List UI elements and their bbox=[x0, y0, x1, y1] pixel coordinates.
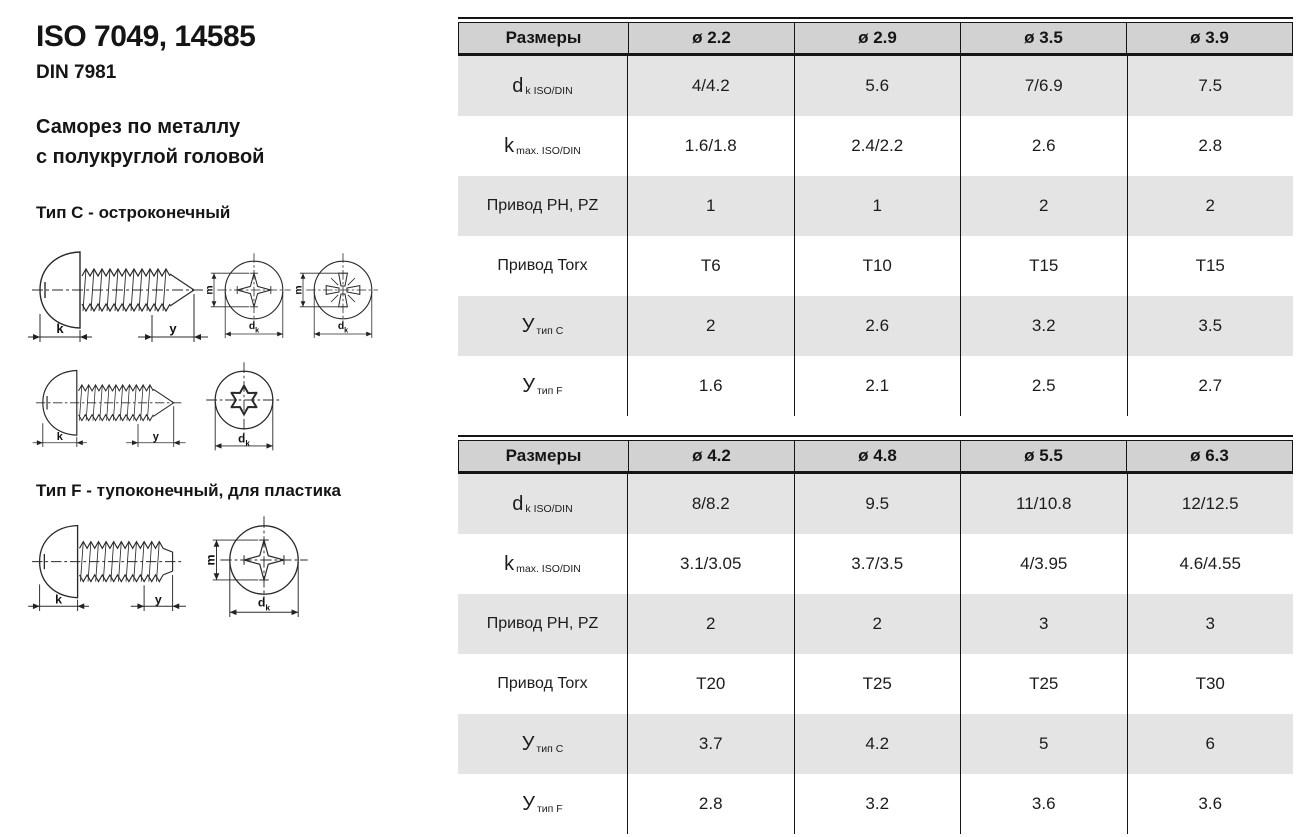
spec-value: 1.6/1.8 bbox=[627, 116, 794, 176]
row-label bbox=[458, 176, 627, 236]
dk-main: d bbox=[257, 595, 266, 610]
spec-value: 2.6 bbox=[794, 296, 961, 356]
row-label-main: У bbox=[522, 374, 535, 397]
row-label-main: Привод PH, PZ bbox=[486, 615, 599, 632]
spec-tables-pane bbox=[458, 17, 1293, 834]
row-label bbox=[458, 236, 627, 296]
row-label bbox=[458, 654, 627, 714]
row-label-subscript: тип F bbox=[537, 803, 563, 815]
screw-side-view bbox=[33, 371, 186, 448]
phillips-head-view bbox=[204, 253, 290, 338]
row-label-main: У bbox=[521, 314, 535, 337]
spec-value: 1 bbox=[627, 176, 794, 236]
spec-value: 2.5 bbox=[960, 356, 1127, 416]
table-row bbox=[458, 236, 1293, 296]
dk-sub: k bbox=[265, 602, 271, 613]
row-label-main: d bbox=[512, 74, 524, 97]
type-f-label: Тип F - тупоконечный, для пластика bbox=[36, 481, 341, 500]
spec-value: 2 bbox=[1127, 176, 1294, 236]
dk-sub: k bbox=[245, 438, 250, 448]
spec-value: 4.2 bbox=[794, 714, 961, 774]
spec-value: T25 bbox=[794, 654, 961, 714]
row-label-main: k bbox=[504, 134, 515, 157]
table-header-label: Размеры bbox=[505, 446, 582, 465]
row-label bbox=[458, 594, 627, 654]
type-f-ph-drawing bbox=[26, 512, 356, 626]
screw-side-view bbox=[28, 252, 208, 342]
table-row bbox=[458, 116, 1293, 176]
row-label bbox=[458, 296, 627, 356]
dk-main: d bbox=[337, 321, 345, 333]
spec-value: 2.8 bbox=[627, 774, 794, 834]
row-label-subscript: k ISO/DIN bbox=[525, 503, 573, 515]
spec-value: T6 bbox=[627, 236, 794, 296]
table-row bbox=[458, 714, 1293, 774]
table-header-diameter: ø 6.3 bbox=[1126, 441, 1292, 471]
spec-value: 2 bbox=[627, 594, 794, 654]
table-row bbox=[458, 774, 1293, 834]
spec-value: 3.6 bbox=[960, 774, 1127, 834]
table-row bbox=[458, 474, 1293, 534]
torx-head-view bbox=[206, 362, 282, 450]
spec-value: T15 bbox=[1127, 236, 1294, 296]
spec-value: 11/10.8 bbox=[960, 474, 1127, 534]
row-label-main: Привод Torx bbox=[497, 257, 588, 274]
left-pane bbox=[0, 0, 456, 837]
type-c-ph-pz-drawing bbox=[26, 233, 378, 357]
row-label-subscript: max. ISO/DIN bbox=[516, 145, 581, 157]
spec-value: 4/3.95 bbox=[960, 534, 1127, 594]
type-c-torx-drawing bbox=[26, 358, 326, 454]
spec-value: 3 bbox=[1127, 594, 1294, 654]
row-label-main: d bbox=[512, 492, 524, 515]
page-subtitle: DIN 7981 bbox=[36, 62, 117, 83]
table-top-rule bbox=[458, 435, 1293, 437]
row-label bbox=[458, 714, 627, 774]
spec-value: 3.5 bbox=[1127, 296, 1294, 356]
row-label bbox=[458, 356, 627, 416]
row-label bbox=[458, 56, 627, 116]
dim-label-m: m bbox=[203, 554, 218, 566]
row-label-subscript: тип C bbox=[536, 325, 564, 337]
table-row bbox=[458, 296, 1293, 356]
table-header-diameter: ø 3.5 bbox=[960, 23, 1126, 53]
spec-value: 1 bbox=[794, 176, 961, 236]
spec-value: T15 bbox=[960, 236, 1127, 296]
spec-value: 5.6 bbox=[794, 56, 961, 116]
table-header-diameter: ø 2.9 bbox=[794, 23, 960, 53]
description-line-1: Саморез по металлу bbox=[36, 116, 241, 138]
dim-label-y: y bbox=[169, 321, 177, 336]
table-header-row bbox=[458, 440, 1293, 474]
spec-value: 7.5 bbox=[1127, 56, 1294, 116]
row-label-main: k bbox=[504, 552, 515, 575]
spec-value: 2 bbox=[627, 296, 794, 356]
spec-value: 2.1 bbox=[794, 356, 961, 416]
table-header-diameter: ø 2.2 bbox=[628, 23, 794, 53]
spec-value: 9.5 bbox=[794, 474, 961, 534]
spec-value: T20 bbox=[627, 654, 794, 714]
dim-label-y: y bbox=[154, 592, 162, 607]
dim-label-m: m bbox=[204, 285, 216, 295]
spec-value: 3.2 bbox=[794, 774, 961, 834]
row-label-main: У bbox=[521, 732, 535, 755]
dim-label-k: k bbox=[56, 321, 64, 336]
spec-value: 7/6.9 bbox=[960, 56, 1127, 116]
row-label bbox=[458, 774, 627, 834]
spec-value: 1.6 bbox=[627, 356, 794, 416]
row-label-main: Привод PH, PZ bbox=[486, 197, 599, 214]
row-label bbox=[458, 474, 627, 534]
dim-label-k: k bbox=[55, 592, 63, 607]
spec-value: T10 bbox=[794, 236, 961, 296]
spec-value: 4/4.2 bbox=[627, 56, 794, 116]
spec-value: 8/8.2 bbox=[627, 474, 794, 534]
dim-label-dk bbox=[249, 321, 259, 334]
spec-value: 5 bbox=[960, 714, 1127, 774]
screw-side-view bbox=[28, 526, 186, 612]
phillips-head-view bbox=[204, 516, 308, 617]
spec-value: 3.7 bbox=[627, 714, 794, 774]
row-label-main: У bbox=[522, 792, 535, 815]
table-header-diameter: ø 4.2 bbox=[628, 441, 794, 471]
spec-value: 6 bbox=[1127, 714, 1294, 774]
table-top-rule bbox=[458, 17, 1293, 19]
table-header-row bbox=[458, 22, 1293, 56]
dim-label-dk bbox=[338, 321, 348, 334]
table-row bbox=[458, 594, 1293, 654]
spec-table-small-diameters bbox=[458, 17, 1293, 416]
spec-value: 2.8 bbox=[1127, 116, 1294, 176]
spec-value: 2.6 bbox=[960, 116, 1127, 176]
table-row bbox=[458, 654, 1293, 714]
page-title: ISO 7049, 14585 bbox=[36, 20, 256, 53]
table-row bbox=[458, 176, 1293, 236]
table-header-diameter: ø 4.8 bbox=[794, 441, 960, 471]
spec-value: 3 bbox=[960, 594, 1127, 654]
row-label-subscript: max. ISO/DIN bbox=[516, 563, 581, 575]
row-label bbox=[458, 534, 627, 594]
spec-value: T25 bbox=[960, 654, 1127, 714]
table-row bbox=[458, 356, 1293, 416]
table-header-label: Размеры bbox=[505, 28, 582, 47]
row-label-main: Привод Torx bbox=[497, 675, 588, 692]
spec-value: 3.2 bbox=[960, 296, 1127, 356]
dim-label-y: y bbox=[152, 431, 159, 444]
dk-sub: k bbox=[255, 325, 260, 335]
dim-label-dk bbox=[258, 596, 271, 613]
spec-value: 4.6/4.55 bbox=[1127, 534, 1294, 594]
table-header-diameter: ø 3.9 bbox=[1126, 23, 1292, 53]
dk-main: d bbox=[248, 321, 256, 333]
table-header-diameter: ø 5.5 bbox=[960, 441, 1126, 471]
table-row bbox=[458, 534, 1293, 594]
spec-value: 2 bbox=[794, 594, 961, 654]
pozidriv-head-view bbox=[293, 253, 378, 338]
row-label-subscript: k ISO/DIN bbox=[525, 85, 573, 97]
spec-value: 2.7 bbox=[1127, 356, 1294, 416]
spec-value: 3.7/3.5 bbox=[794, 534, 961, 594]
dim-label-k: k bbox=[56, 431, 63, 444]
row-label-subscript: тип C bbox=[536, 743, 564, 755]
dk-sub: k bbox=[344, 325, 349, 335]
spec-value: 2 bbox=[960, 176, 1127, 236]
row-label bbox=[458, 116, 627, 176]
spec-value: 3.6 bbox=[1127, 774, 1294, 834]
spec-value: 2.4/2.2 bbox=[794, 116, 961, 176]
description-line-2: с полукруглой головой bbox=[36, 146, 265, 168]
spec-value: 12/12.5 bbox=[1127, 474, 1294, 534]
type-c-label: Тип C - остроконечный bbox=[36, 203, 231, 222]
table-row bbox=[458, 56, 1293, 116]
product-description bbox=[36, 112, 264, 172]
row-label-subscript: тип F bbox=[537, 385, 563, 397]
spec-value: T30 bbox=[1127, 654, 1294, 714]
spec-table-large-diameters bbox=[458, 435, 1293, 834]
dim-label-m: m bbox=[293, 285, 305, 295]
spec-value: 3.1/3.05 bbox=[627, 534, 794, 594]
dk-main: d bbox=[238, 432, 246, 446]
